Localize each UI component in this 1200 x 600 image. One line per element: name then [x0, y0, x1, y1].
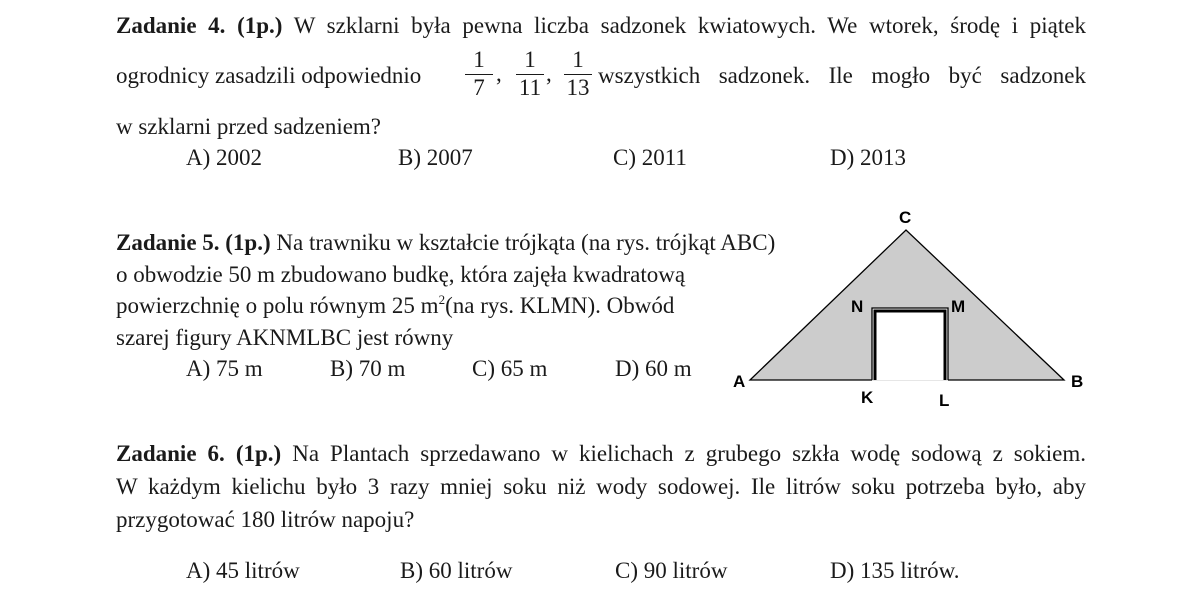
- task6-option-c: C) 90 litrów: [615, 558, 728, 583]
- task4-option-d: D) 2013: [830, 145, 907, 170]
- task5-line2: o obwodzie 50 m zbudowano budkę, która zajęła kwadratową: [116, 262, 686, 287]
- task5-option-b: B) 70 m: [330, 356, 406, 381]
- fraction-3-denominator: 13: [566, 75, 590, 100]
- task4-fraction-1: [464, 48, 494, 102]
- gray-figure-aknmlbc: [750, 230, 1064, 380]
- task5-line3-after: (na rys. KLMN). Obwód: [445, 293, 675, 318]
- task6-text-line1: Na Plantach sprzedawano w kielichach z grubego szkła wodę sodową z sokiem.: [292, 441, 1086, 466]
- task6-title: Zadanie 6. (1p.): [116, 441, 282, 466]
- task4-title: Zadanie 4. (1p.): [116, 13, 283, 38]
- task4-line2-after: wszystkich sadzonek. Ile mogło być sadzonek: [598, 63, 1086, 88]
- task4-option-b: B) 2007: [398, 145, 473, 170]
- task4-option-c: C) 2011: [613, 145, 687, 170]
- fraction-comma-1: ,: [496, 61, 502, 86]
- task4-fraction-3: [563, 48, 593, 102]
- task5-line4: szarej figury AKNMLBC jest równy: [116, 325, 454, 350]
- vertex-label-k: K: [861, 388, 874, 407]
- fraction-1-numerator: 1: [473, 47, 485, 72]
- fraction-1-denominator: 7: [473, 75, 485, 100]
- vertex-label-a: A: [733, 372, 746, 391]
- task5-title: Zadanie 5. (1p.): [116, 230, 271, 255]
- fraction-3-numerator: 1: [572, 47, 584, 72]
- task6-option-b: B) 60 litrów: [400, 558, 513, 583]
- task5-option-c: C) 65 m: [472, 356, 548, 381]
- square-outline-knml: [875, 311, 945, 380]
- task5-line3-before: powierzchnię o polu równym 25 m: [116, 293, 439, 318]
- fraction-comma-2: ,: [546, 61, 552, 86]
- task5-option-a: A) 75 m: [186, 356, 263, 381]
- vertex-label-m: M: [951, 297, 966, 316]
- task6-option-d: D) 135 litrów.: [830, 558, 960, 583]
- task5-line3: [116, 292, 674, 320]
- vertex-label-l: L: [939, 391, 950, 410]
- task5-exponent: 2: [438, 292, 446, 307]
- fraction-2-denominator: 11: [518, 75, 542, 100]
- task6-line2: W każdym kielichu było 3 razy mniej soku niż wody sodowej. Ile litrów soku potrzeba było, aby: [116, 474, 1086, 499]
- task5-option-d: D) 60 m: [615, 356, 692, 381]
- task4-line1: [116, 12, 1086, 40]
- task4-line2-before: ogrodnicy zasadzili odpowiednio: [116, 63, 422, 88]
- task6-option-a: A) 45 litrów: [186, 558, 300, 583]
- task6-line3: przygotować 180 litrów napoju?: [116, 507, 415, 532]
- fraction-2-numerator: 1: [524, 47, 536, 72]
- vertex-label-b: B: [1071, 372, 1084, 391]
- task4-line3: w szklarni przed sadzeniem?: [116, 114, 382, 139]
- vertex-label-n: N: [851, 297, 864, 316]
- task5-line1: [116, 229, 775, 257]
- vertex-label-c: C: [899, 208, 912, 227]
- task4-text-line1: W szklarni była pewna liczba sadzonek kwiatowych. We wtorek, środę i piątek: [293, 13, 1086, 38]
- task4-option-a: A) 2002: [186, 145, 263, 170]
- task5-text-line1: Na trawniku w kształcie trójkąta (na rys. trójkąt ABC): [276, 230, 776, 255]
- task4-fraction-2: [515, 48, 545, 102]
- triangle-figure: [720, 200, 1100, 412]
- task6-line1: [116, 440, 1086, 468]
